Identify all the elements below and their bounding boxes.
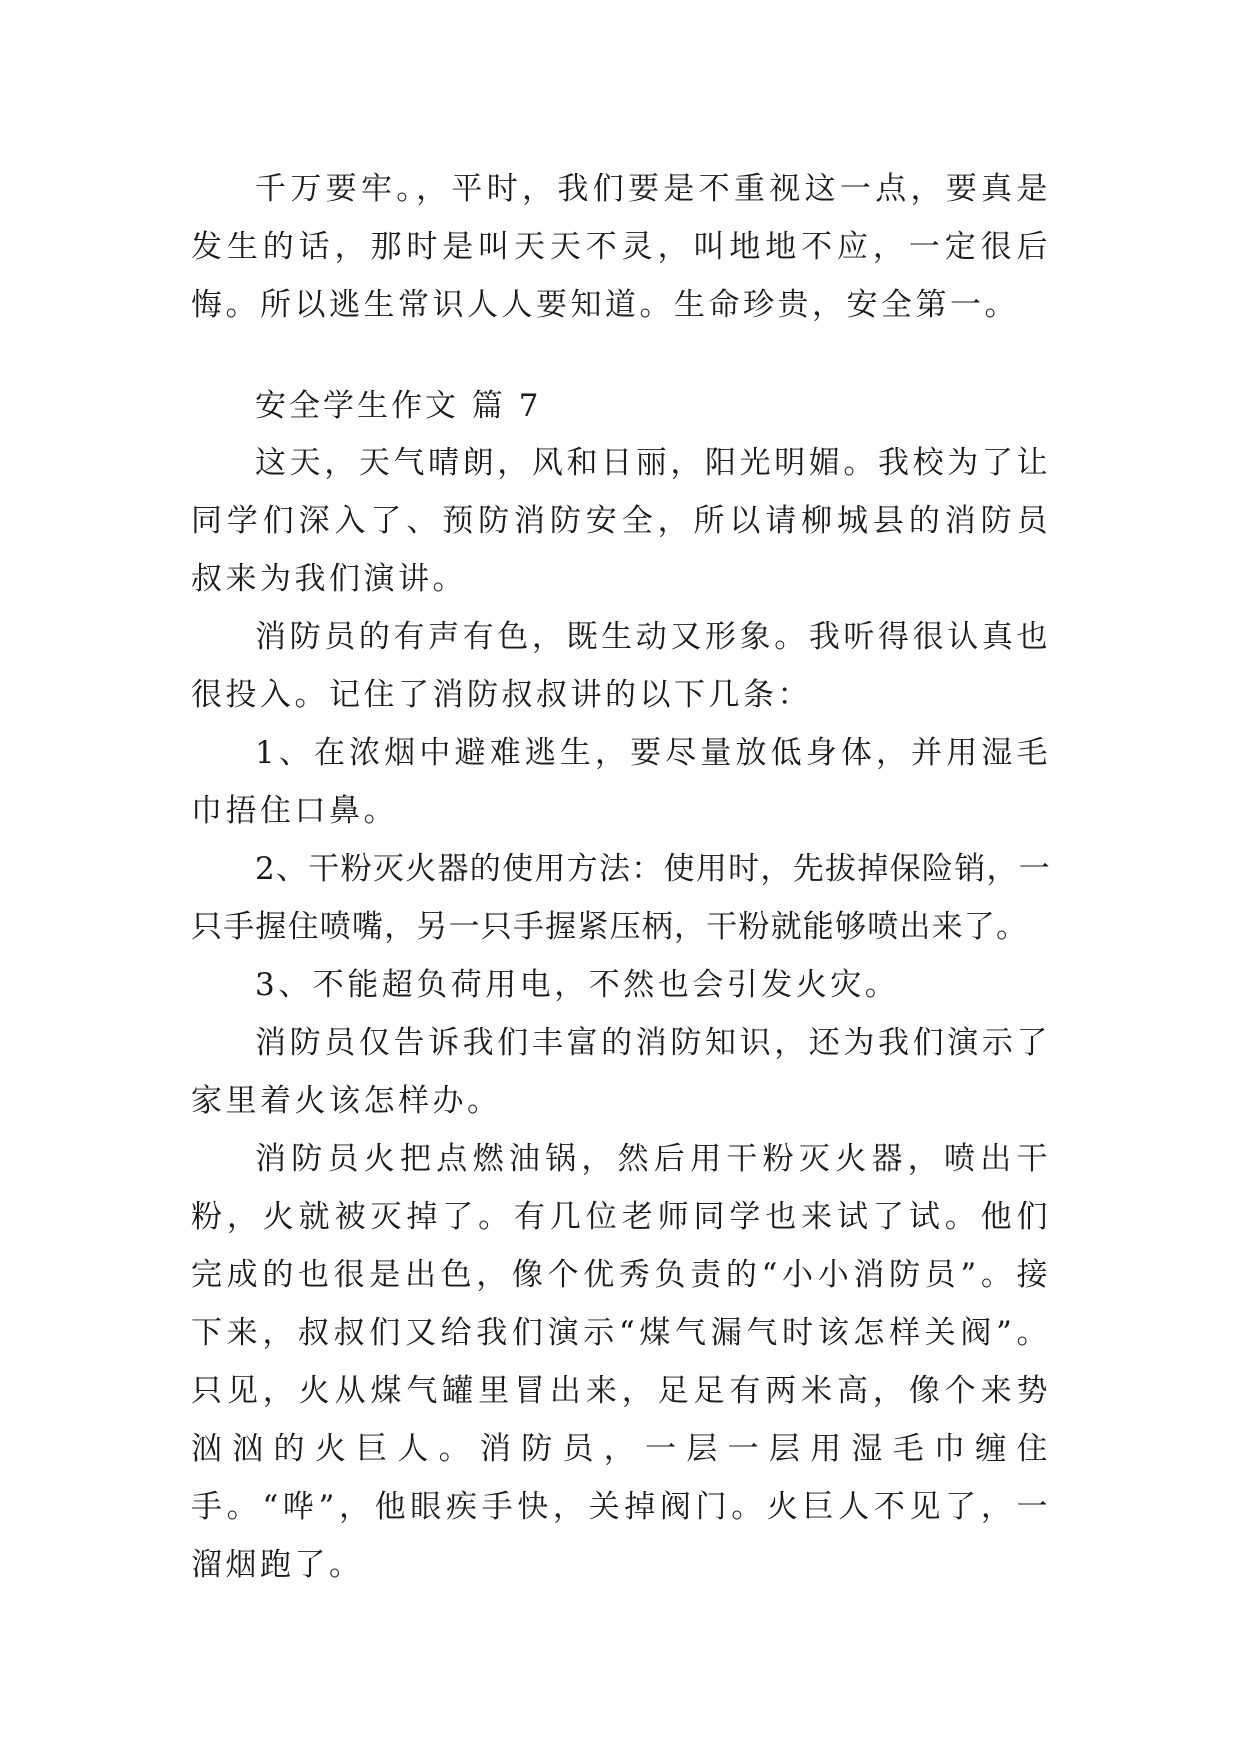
paragraph: 消防员火把点燃油锅，然后用干粉灭火器，喷出干粉，火就被灭掉了。有几位老师同学也来试了试。他们完成的也很是出色，像个优秀负责的“小小消防员”。接下来，叔叔们又给我们演示“煤气漏气时该怎样关阀”。只见，火从煤气罐里冒出来，足足有两米高，像个来势汹汹的火巨人。消防员，一层一层用湿毛巾缠住手。“哗”，他眼疾手快，关掉阀门。火巨人不见了，一溜烟跑了。: [191, 1141, 1051, 1583]
list-item-2: 2、干粉灭火器的使用方法：使用时，先拔掉保险销，一只手握住喷嘴，另一只手握紧压柄，干粉就能够喷出来了。: [191, 851, 1051, 945]
paragraph: 消防员仅告诉我们丰富的消防知识，还为我们演示了家里着火该怎样办。: [191, 1025, 1051, 1119]
paragraph-intro: 千万要牢。，平时，我们要是不重视这一点，要真是发生的话，那时是叫天天不灵，叫地地不应，一定很后悔。所以逃生常识人人要知道。生命珍贵，安全第一。: [191, 171, 1051, 323]
list-item-1: 1、在浓烟中避难逃生，要尽量放低身体，并用湿毛巾捂住口鼻。: [191, 735, 1051, 829]
list-item-3: 3、不能超负荷用电，不然也会引发火灾。: [255, 967, 900, 1003]
document-body: [191, 160, 1051, 1594]
paragraph: 消防员的有声有色，既生动又形象。我听得很认真也很投入。记住了消防叔叔讲的以下几条：: [191, 619, 1051, 713]
section-heading: 安全学生作文 篇 7: [255, 388, 542, 424]
paragraph: 这天，天气晴朗，风和日丽，阳光明媚。我校为了让同学们深入了、预防消防安全，所以请柳城县的消防员叔来为我们演讲。: [191, 445, 1051, 597]
